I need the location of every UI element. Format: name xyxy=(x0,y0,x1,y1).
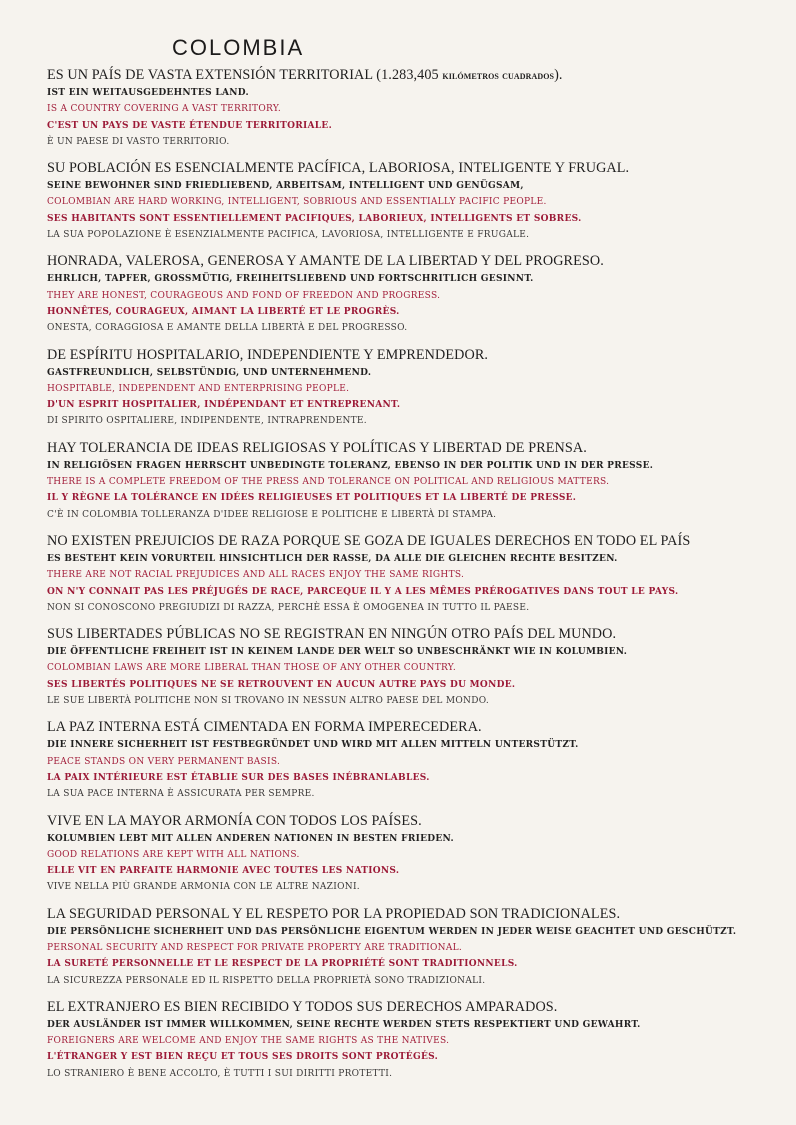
section-heading-spanish: LA PAZ INTERNA ESTÁ CIMENTADA EN FORMA IMPERECEDERA. xyxy=(47,719,482,736)
section-heading-spanish: NO EXISTEN PREJUICIOS DE RAZA PORQUE SE GOZA DE IGUALES DERECHOS EN TODO EL PAÍS xyxy=(47,532,691,549)
section-10 xyxy=(47,905,787,989)
translation-german: ES BESTEHT KEIN VORURTEIL HINSICHTLICH DER RASSE, DA ALLE DIE GLEICHEN RECHTE BESITZEN. xyxy=(47,553,618,564)
translation-german: KOLUMBIEN LEBT MIT ALLEN ANDEREN NATIONEN IN BESTEN FRIEDEN. xyxy=(47,833,454,844)
translation-italian: LA SUA POPOLAZIONE È ESENZIALMENTE PACIFICA, LAVORIOSA, INTELLIGENTE E FRUGALE. xyxy=(47,230,530,241)
translation-german: SEINE BEWOHNER SIND FRIEDLIEBEND, ARBEITSAM, INTELLIGENT UND GENÜGSAM, xyxy=(47,181,524,192)
translation-german: DIE INNERE SICHERHEIT IST FESTBEGRÜNDET UND WIRD MIT ALLEN MITTELN UNTERSTÜTZT. xyxy=(47,740,579,751)
translation-italian: LO STRANIERO È BENE ACCOLTO, È TUTTI I SUI DIRITTI PROTETTI. xyxy=(47,1068,393,1079)
translation-french: C'EST UN PAYS DE VASTE ÉTENDUE TERRITORIALE. xyxy=(47,120,333,131)
translation-german: DIE PERSÖNLICHE SICHERHEIT UND DAS PERSÖNLICHE EIGENTUM WERDEN IN JEDER WEISE GEACHTET UND GESCHÜTZT. xyxy=(47,926,737,937)
translation-italian: C'È IN COLOMBIA TOLLERANZA D'IDEE RELIGIOSE E POLITICHE E LIBERTÀ DI STAMPA. xyxy=(47,509,497,520)
translation-french: SES HABITANTS SONT ESSENTIELLEMENT PACIFIQUES, LABORIEUX, INTELLIGENTS ET SOBRES. xyxy=(47,213,582,224)
translation-italian: LA SUA PACE INTERNA È ASSICURATA PER SEMPRE. xyxy=(47,789,315,800)
translation-french: ON N'Y CONNAIT PAS LES PRÉJUGÉS DE RACE, PARCEQUE IL Y A LES MÊMES PRÉROGATIVES DANS TOUT LE PAYS. xyxy=(47,586,679,597)
translation-english: THERE IS A COMPLETE FREEDOM OF THE PRESS AND TOLERANCE ON POLITICAL AND RELIGIOUS MATTERS. xyxy=(47,477,610,488)
section-heading-spanish: HAY TOLERANCIA DE IDEAS RELIGIOSAS Y POLÍTICAS Y LIBERTAD DE PRENSA. xyxy=(47,439,587,456)
translation-english: IS A COUNTRY COVERING A VAST TERRITORY. xyxy=(47,104,282,115)
translation-french: SES LIBERTÉS POLITIQUES NE SE RETROUVENT EN AUCUN AUTRE PAYS DU MONDE. xyxy=(47,679,516,690)
translation-english: PEACE STANDS ON VERY PERMANENT BASIS. xyxy=(47,756,281,767)
translation-french: D'UN ESPRIT HOSPITALIER, INDÉPENDANT ET ENTREPRENANT. xyxy=(47,400,401,411)
section-heading-spanish: SU POBLACIÓN ES ESENCIALMENTE PACÍFICA, LABORIOSA, INTELIGENTE Y FRUGAL. xyxy=(47,160,630,177)
section-7 xyxy=(47,625,787,709)
translation-english: THEY ARE HONEST, COURAGEOUS AND FOND OF FREEDON AND PROGRESS. xyxy=(47,290,441,301)
section-2 xyxy=(47,159,787,243)
translation-italian: NON SI CONOSCONO PREGIUDIZI DI RAZZA, PERCHÈ ESSA È OMOGENEA IN TUTTO IL PAESE. xyxy=(47,602,530,613)
section-heading-spanish: VIVE EN LA MAYOR ARMONÍA CON TODOS LOS PAÍSES. xyxy=(47,812,422,829)
translation-german: EHRLICH, TAPFER, GROSSMÜTIG, FREIHEITSLIEBEND UND FORTSCHRITLICH GESINNT. xyxy=(47,274,534,285)
translation-english: PERSONAL SECURITY AND RESPECT FOR PRIVATE PROPERTY ARE TRADITIONAL. xyxy=(47,942,463,953)
translation-german: DIE ÖFFENTLICHE FREIHEIT IST IN KEINEM LANDE DER WELT SO UNBESCHRÄNKT WIE IN KOLUMBIEN. xyxy=(47,647,628,658)
translation-german: IST EIN WEITAUSGEDEHNTES LAND. xyxy=(47,88,249,98)
translation-french: LA SURETÉ PERSONNELLE ET LE RESPECT DE LA PROPRIÉTÉ SONT TRADITIONNELS. xyxy=(47,959,518,970)
translation-french: IL Y RÈGNE LA TOLÉRANCE EN IDÉES RELIGIEUSES ET POLITIQUES ET LA LIBERTÉ DE PRESSE. xyxy=(47,493,577,504)
translation-english: THERE ARE NOT RACIAL PREJUDICES AND ALL RACES ENJOY THE SAME RIGHTS. xyxy=(47,570,465,581)
translation-english: COLOMBIAN ARE HARD WORKING, INTELLIGENT, SOBRIOUS AND ESSENTIALLY PACIFIC PEOPLE. xyxy=(47,197,547,208)
translation-french: L'ÉTRANGER Y EST BIEN REÇU ET TOUS SES DROITS SONT PROTÉGÉS. xyxy=(47,1052,439,1063)
section-5 xyxy=(47,439,787,523)
sections-list xyxy=(47,66,787,1091)
translation-german: IN RELIGIÖSEN FRAGEN HERRSCHT UNBEDINGTE TOLERANZ, EBENSO IN DER POLITIK UND IN DER PRESSE. xyxy=(47,460,654,471)
translation-italian: LA SICUREZZA PERSONALE ED IL RISPETTO DELLA PROPRIETÀ SONO TRADIZIONALI. xyxy=(47,975,486,986)
translation-english: HOSPITABLE, INDEPENDENT AND ENTERPRISING PEOPLE. xyxy=(47,383,350,394)
section-heading-spanish: LA SEGURIDAD PERSONAL Y EL RESPETO POR LA PROPIEDAD SON TRADICIONALES. xyxy=(47,905,621,922)
section-heading-spanish: SUS LIBERTADES PÚBLICAS NO SE REGISTRAN EN NINGÚN OTRO PAÍS DEL MUNDO. xyxy=(47,626,617,643)
section-8 xyxy=(47,718,787,802)
section-heading-spanish: EL EXTRANJERO ES BIEN RECIBIDO Y TODOS SUS DERECHOS AMPARADOS. xyxy=(47,998,558,1015)
translation-english: COLOMBIAN LAWS ARE MORE LIBERAL THAN THOSE OF ANY OTHER COUNTRY. xyxy=(47,663,457,674)
translation-italian: VIVE NELLA PIÙ GRANDE ARMONIA CON LE ALTRE NAZIONI. xyxy=(47,882,360,893)
translation-italian: ONESTA, CORAGGIOSA E AMANTE DELLA LIBERTÀ E DEL PROGRESSO. xyxy=(47,323,408,334)
section-3 xyxy=(47,252,787,336)
translation-english: FOREIGNERS ARE WELCOME AND ENJOY THE SAME RIGHTS AS THE NATIVES. xyxy=(47,1036,450,1047)
section-4 xyxy=(47,346,787,430)
section-heading-spanish: DE ESPÍRITU HOSPITALARIO, INDEPENDIENTE Y EMPRENDEDOR. xyxy=(47,346,489,363)
translation-french: LA PAIX INTÉRIEURE EST ÉTABLIE SUR DES BASES INÉBRANLABLES. xyxy=(47,772,430,783)
translation-french: ELLE VIT EN PARFAITE HARMONIE AVEC TOUTES LES NATIONS. xyxy=(47,866,400,877)
translation-english: GOOD RELATIONS ARE KEPT WITH ALL NATIONS. xyxy=(47,849,300,860)
page-title: COLOMBIA xyxy=(172,35,305,60)
translation-german: DER AUSLÄNDER IST IMMER WILLKOMMEN, SEINE RECHTE WERDEN STETS RESPEKTIERT UND GEWAHRT. xyxy=(47,1019,641,1030)
section-11 xyxy=(47,998,787,1082)
translation-german: GASTFREUNDLICH, SELBSTÜNDIG, UND UNTERNEHMEND. xyxy=(47,367,372,378)
section-9 xyxy=(47,812,787,896)
translation-italian: DI SPIRITO OSPITALIERE, INDIPENDENTE, INTRAPRENDENTE. xyxy=(47,416,367,427)
section-heading-spanish: ES UN PAÍS DE VASTA EXTENSIÓN TERRITORIAL (1.283,405 kilómetros cuadrados). xyxy=(47,67,563,83)
section-1 xyxy=(47,66,787,150)
translation-italian: LE SUE LIBERTÀ POLITICHE NON SI TROVANO IN NESSUN ALTRO PAESE DEL MONDO. xyxy=(47,696,490,707)
translation-italian: È UN PAESE DI VASTO TERRITORIO. xyxy=(47,136,230,147)
section-heading-spanish: HONRADA, VALEROSA, GENEROSA Y AMANTE DE LA LIBERTAD Y DEL PROGRESO. xyxy=(47,253,604,270)
translation-french: HONNÊTES, COURAGEUX, AIMANT LA LIBERTÉ ET LE PROGRÈS. xyxy=(47,306,400,317)
section-6 xyxy=(47,532,787,616)
